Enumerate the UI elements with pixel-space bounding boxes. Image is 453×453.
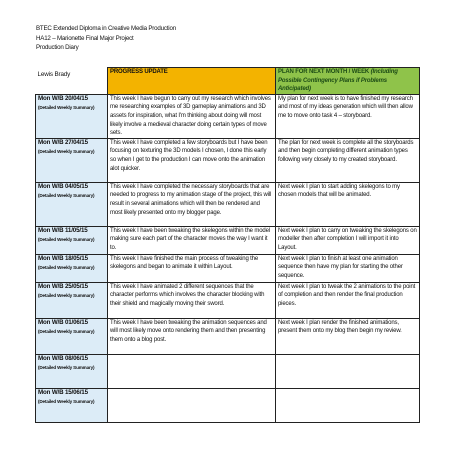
- table-row: [36, 138, 420, 182]
- week-cell: [36, 318, 108, 354]
- plan-header-sub: (Including Possible Contingency Plans if Problems Anticipated): [278, 69, 398, 93]
- student-name: Lewis Brady: [37, 70, 71, 78]
- plan-cell: Next week I plan to finish at least one animation sequence then have my plan for starting the other sequence.: [276, 254, 420, 282]
- plan-cell: Next week I plan to start adding skelegons to my chosen models that will be animated.: [276, 182, 420, 226]
- week-detail: (Detailed Weekly Summary): [38, 236, 95, 242]
- progress-cell: This week I have completed a few storyboards but I have been focusing on texturing the 3D models I chosen, I done this early so when I get to the production I can move onto the animation alot quicker.: [108, 138, 276, 182]
- table-row: [36, 282, 420, 318]
- week-cell: [36, 254, 108, 282]
- week-cell: [36, 354, 108, 388]
- week-detail: (Detailed Weekly Summary): [38, 364, 95, 370]
- progress-cell: This week I have been tweaking the skelegons within the model making sure each part of the character moves the way I want it to.: [108, 226, 276, 254]
- plan-cell: Next week I plan to carry on tweaking the skelegons on modeller then after completion I will import it into Layout.: [276, 226, 420, 254]
- table-header-row: [36, 68, 420, 95]
- plan-next-header: [276, 68, 420, 95]
- week-detail: (Detailed Weekly Summary): [38, 292, 95, 298]
- progress-cell: [108, 388, 276, 422]
- week-cell: [36, 282, 108, 318]
- week-detail: (Detailed Weekly Summary): [38, 148, 95, 154]
- week-label: Mon W/B 11/05/15: [38, 226, 88, 234]
- progress-cell: This week I have finished the main process of tweaking the skelegons and began to animate it within Layout.: [108, 254, 276, 282]
- table-row: [36, 226, 420, 254]
- week-cell: [36, 94, 108, 138]
- table-row: [36, 254, 420, 282]
- plan-header-main: PLAN FOR NEXT MONTH / WEEK: [278, 69, 370, 75]
- table-row: [36, 318, 420, 354]
- production-diary-table: [35, 67, 420, 423]
- week-label: Mon W/B 27/04/15: [38, 138, 88, 146]
- week-detail: (Detailed Weekly Summary): [38, 264, 95, 270]
- table-row: [36, 388, 420, 422]
- plan-cell: [276, 388, 420, 422]
- course-title: BTEC Extended Diploma in Creative Media Production: [36, 25, 176, 32]
- week-label: Mon W/B 20/04/15: [38, 94, 88, 102]
- week-cell: [36, 182, 108, 226]
- plan-cell: The plan for next week is complete all the storyboards and then begin completing different animation types following very closely to my created storyboard.: [276, 138, 420, 182]
- week-cell: [36, 226, 108, 254]
- progress-cell: This week I have begun to carry out my research which involves me researching examples of 3D gameplay animations and 3D assets for inspiration, what I'm thinking about doing will most likely involve a medieval character doing certain types of move sets.: [108, 94, 276, 138]
- week-cell: [36, 138, 108, 182]
- week-cell: [36, 388, 108, 422]
- progress-cell: This week I have been tweaking the animation sequences and will most likely move onto rendering them and then presenting them onto a blog post.: [108, 318, 276, 354]
- week-detail: (Detailed Weekly Summary): [38, 398, 95, 404]
- week-detail: (Detailed Weekly Summary): [38, 104, 95, 110]
- project-title: HA12 – Marionette Final Major Project: [36, 34, 134, 42]
- plan-cell: My plan for next week is to have finished my research and most of my ideas generation which will then allow me to move onto task 4 – storyboard.: [276, 94, 420, 138]
- week-detail: (Detailed Weekly Summary): [38, 192, 95, 198]
- table-row: [36, 94, 420, 138]
- progress-update-header: PROGRESS UPDATE: [108, 68, 276, 95]
- week-label: Mon W/B 08/06/15: [38, 354, 88, 362]
- diary-title: Production Diary: [36, 44, 79, 52]
- table-row: [36, 182, 420, 226]
- progress-cell: [108, 354, 276, 388]
- table-row: [36, 354, 420, 388]
- plan-cell: Next week I plan to tweak the 2 animations to the point of completion and then render the final production pieces.: [276, 282, 420, 318]
- plan-cell: Next week I plan render the finished animations, present them onto my blog then begin my review.: [276, 318, 420, 354]
- week-label: Mon W/B 18/05/15: [38, 254, 88, 262]
- document-header: [36, 24, 176, 53]
- week-label: Mon W/B 01/06/15: [38, 318, 88, 326]
- week-label: Mon W/B 15/06/15: [38, 388, 88, 396]
- week-label: Mon W/B 04/05/15: [38, 182, 88, 190]
- week-detail: (Detailed Weekly Summary): [38, 328, 95, 334]
- week-label: Mon W/B 25/05/15: [38, 282, 88, 290]
- progress-cell: This week I have completed the necessary storyboards that are needed to progress to my animation stage of the project, this will result in several animations which will then be rendered and most likely presented onto my blogger page.: [108, 182, 276, 226]
- plan-cell: [276, 354, 420, 388]
- progress-cell: This week I have animated 2 different sequences that the character performs which involves the character blocking with their shield and magically moving their sword.: [108, 282, 276, 318]
